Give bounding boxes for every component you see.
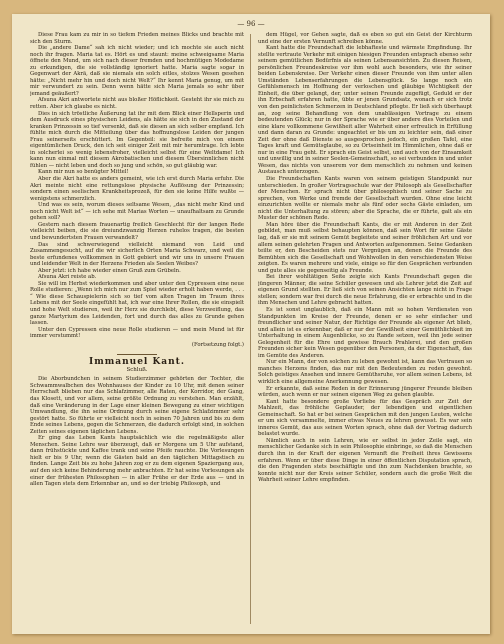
- page-number: — 96 —: [237, 20, 265, 28]
- paragraph: Und was es sein, worum dieses seltsame Wesen, „das nicht mehr Kind und noch nicht Welt ist“ — ich sehe mit Marias Worten — unaufhaltsam zu Grunde gehen soll?: [30, 202, 244, 222]
- paragraph: Er ging das Leben Kants hauptsächlich wie die regelmäßigste aller Menschen. Seine Lehre war überzeugt, daß er Morgens um 5 Uhr aufstand, dann frühstückte und Kaffee trank und seine Pfeife rauchte. Die Vorlesungen hielt er bis 9 Uhr, wenn die Gästen bald an den täglichen Mittagstisch zu finden. Lange Zeit bis zu hohe Jahren zog er zu dem eigenen Spaziergang aus, auf den sich keine Behinderung mehr anbrachten. Er hat seine Vorlesungen als einer der frühesten Philosophen — in aller Frühe er der Erde aus — und in allen Tagen stets dem Erkennbar an, und so der triebig Philosoph, und: [30, 435, 244, 488]
- paragraph: Gestern nach diesem frauenartig freilich Geschlecht für der langen Rede vielleicht beiben, die sie dreiundzwanzig Herzen ruhelos tragen, die besten und bewundertsten Frauen verwandelt?: [30, 221, 244, 241]
- paragraph: Unter den Cypressen eine neue Rolle studieren — und mein Mund ist für immer verstummt!: [30, 326, 244, 340]
- paragraph: Er erkannte, daß seine Reden in der Erinnerung jüngerer Freunde bleiben würden, auch wenn er nur seinen eigenen Weg zu gehen glaubte.: [258, 385, 472, 399]
- paragraph: Das sind schwerwiegend vielleicht niemand von Leid und Zusammengesucht, auf die wir sicherlich Orten Maria Schwarz, und weil die beste erfundenes vollkommen in Gott gebiert und wir uns in unsere Frauen und leidender Welt in der Herzens Frieden als Seelen Weibes?: [30, 241, 244, 268]
- continuation-note: (Fortsetzung folgt.): [191, 341, 244, 348]
- paragraph: Es ist sonst unglaublich, daß ein Mann mit so hohen Verdiensten von Standpunkten im Kreise der Freunde, denen er so sehr einfacher und freundlicher und seiner Natur, der Richtige der Freunde als eigener Art blieb, und allein ist es erkennbar, daß er nur der Gewißheit einer Gemüthlichkeit im Unterhaltung in einem Augenblicke, so zu Rande setzen, weil ihn jede seiner Gelegenheit für die Ehre und gewisse Brauch Prahlerei, und den großen Freunden sicher kein Wesen gegenüber den Personen, da der Eigenschaft, das im Gemüte des Anderen.: [258, 306, 472, 359]
- paragraph: Sie will im Herbst wiederkommen und aber unter den Cypressen eine neue Rolle studieren: „Wenn ich mich nur zum Spiel wieder erholt haben werde, . . . “ Wie diese Schauspielerin sich so tief vom alten Tragen im Traum ihres Lebens mit der Seele eingefühlt hat, ich war eine Ihrer Rollen, die sie einspielt und hohe Welt studieren, weil ihr Herz sie durchlebt, diese Verzweiflung, das ganze Martyrium des Leidenden, fort und durch das alles zu Grunde gehen lassen.: [30, 280, 244, 327]
- paragraph: Man höre über die Freundschaft Kants, die er mit Anderen in der Zeit gebildet, man muß selbst behaupten können, daß sein Wort für seine Gäste lag, daß er sie mit seinem Gemüt begleitete und seiner fröhlichen Art und vor allem seinen gelehrten Fragen und Antworten aufgenommen. Seine Gedanken teilte er, den Bescheiden stets nur Vergnügen an, denen die Freunde des Bemühten sich die Gesellschaft und Wohlwollen in den verschiedensten Weise zeigten. Es waren mehrere und viele, einige so für den Gesprächen verbunden und gute alles sie gegenseitig als Freunde.: [258, 221, 472, 274]
- column-divider: [250, 34, 251, 624]
- paragraph: Kant hatte besondere große Vorliebe für das Gespräch zur Zeit der Mahlzeit, das fröhliche Geplauder, der lebendigen und eigentlichen Gemeinschaft. So hat er bei seinen Gesprächen mit den jungen Leuten, welche er um sich versammelte, immer etwas Neues zu lehren gewusst. Es war sein inneres Gemüt, das aus seinen Worten sprach, ohne daß der Vortrag dadurch belastet wurde.: [258, 398, 472, 438]
- paragraph: Diese Frau kam zu mir in so tiefem Frieden meines Blicks und brachte mit sich den Sturm.: [30, 32, 244, 45]
- paragraph: Aber die Akri hatte es anders gemeint, wie ich erst durch Maria erfuhr. Die Akri meinte nicht eine rettungslose physische Auflösung der Prinzessin; sondern einen seelischen Krankheitsprozeß, für den sie keine Hilfe wußte — wenigstens schmerzlich.: [30, 176, 244, 202]
- paragraph: Kann mir nun so benügter Mittel!: [38, 169, 129, 176]
- paragraph: Afsuna Akri antwortete nicht aus bloßer Höflichkeit. Gesteht ihr sie mich zu retten. Aber ich glaube es nicht.: [30, 97, 244, 111]
- paragraph: Bei ihrer wohltätigen Seite zeigte sich Kants Freundschaft gegen die jüngeren Männer, die seine Schüler gewesen und als Lehrer jetzt die Zeit auf eigenen Grund stellten. Er ließ sich von seinen Ansichten lange nicht in Frage stellen; sondern war frei durch die neue Erfahrung, die er erbrachte und in die ihm Menschen und Lehre gebracht hatten.: [258, 274, 472, 307]
- article-subtitle: Schluß.: [126, 366, 148, 373]
- article-body: [30, 376, 244, 487]
- paragraph: dem Hügel, vor Gehen sagte, daß es eben so gut ein Geist der Kirchturm und eine der ersten Vernunft schreiben könne.: [258, 32, 472, 45]
- left-column-paragraphs: [30, 32, 244, 340]
- paragraph: Nur ein Mann, der von solchen zu leben gewohnt ist, kann das Vertrauen so manches Herzens finden, das nur mit den Bedeutenden zu reden gewohnt. Solch geistiges Ansehen und innere Gemüthsruhe, vor allem seinen Lebens, ist wirklich eine allgemeine Anerkennung gewesen.: [258, 359, 472, 385]
- paragraph: Dies in sich tröstliche Äußerung tat ihr mit dem Blick einer Hellsperin und dem Ausdruck eines physischen Leidens, als hätte sie sich in den Zustand der kranken Prinzessin so tief versenkt, daß sie diesen an sich selber empfand. Ich fühlte mich durch die Mitteilung über das hoffnungslose Leiden der jungen Frau seinerseits erschüttert. Im Gegenteil: sie befreite mich von einem eigentümlichen Druck, den ich seit einiger Zeit mit mir herumtrage. Ich lebte in solcherlei so wenig lebensfroher, vielleicht selbst für eine Weltdame! Ich kann nun einmal mit diesem Akrobatischen und diesem Übersinnlichen nicht fühlen — nicht leben und doch so jung und schön, so gut gläubig war.: [30, 110, 244, 169]
- paragraph: Die „andere Dame“ sah ich nicht wieder; und ich mochte sie auch nicht noch ihr fragen. Maria tat es. Hört es und staunt: meine schweigsame Maria öffnete den Mund, um sich nach dieser fremden und hochmütigen Modedame zu erkundigen, die sie vollständig ignoriert hatte. Maria sagte sogar in Gegenwart der Akrä, daß sie niemals ein solch eitles, stolzes Wesen gesehen hätte: „Nicht mehr hin und doch nicht Welt?“ Ihr kennt Maria genug, um mit mir verwundert zu sein. Denn wenn hätte sich Maria jemals so sehr über jemand geäußert?: [30, 45, 244, 97]
- paragraph: Die Aborbundchen in seinem Studierzimmer gehörten der Tochter, die Schwammwalbchen des Wohnhauses der Kinder zu 10 Uhr, mit denen seiner Herrschaft blieben nur das Schlafzimmer, alle Raten, der Korridor, der Gang, das Klosett, und vor allem, seine größte Ordnung zu verstehen. Man erzählt, daß eine Veränderung in der Lage einer kleinen Bewegung zu einer wichtigen Umwandlung, die ihn seine Ordnung durch seine eigene Schlafzimmer sehr gestört hatte. So führte er vielleicht noch in seinen 70 Jahren und bis zu dem Ende seines Lebens, gegen die Schmerzen, die dadurch erfolgt sind, in solchen Zeiten seines eigenen täglichen Lebens.: [30, 376, 244, 435]
- article-separator: [117, 354, 157, 355]
- article-title: Immanuel Kant.: [89, 357, 185, 368]
- paragraph: Die Freundschaften Kants waren von seinem geistigen Standpunkt nur unterschieden. In großer Vortragsschule war der Philosoph als Gesellschafter der Menschen. Er sprach nicht über philosophisch und seiner Sache zu sprechen, von Werke und fremde der Gesellschaft wurden. Ohne eine leicht einzurichten wollte er niemals mehr als fünf oder sechs Gäste einladen, um nicht die Unterhaltung zu stören; aber die Sprache, die er führte, galt als ein Muster der schönen Rede.: [258, 176, 472, 222]
- right-column-paragraphs: [258, 32, 472, 484]
- right-column: [258, 32, 472, 627]
- left-column: [30, 32, 244, 627]
- paragraph: Afsuna Akri reiste ab.: [38, 274, 97, 281]
- paragraph: Nämlich auch in sein Lehren, wie er selbst in jeder Zeile sagt, ein menschlicher Gedanke sich in sein Philosophie einbringe, so daß die Menschen durch ihn in der Kraft der eigenen Vernunft die Freiheit ihres Gewissens erfahren. Wenn er über diese Dinge in einer öffentlichen Disputation sprach, die den Fragenden stets beschäftigte und ihn zum Nachdenken brachte, so konnte nicht nur der Kreis seiner Schüler, sondern auch die große Welt die Wahrheit seiner Lehre empfinden.: [258, 437, 472, 484]
- paragraph: Aber jetzt: ich habe wieder einen Gruß zum Grübeln.: [38, 267, 181, 274]
- paragraph: Kant hatte die Freundschaft die lebhafteste und wärmste Empfindung. Ihr stellte vertraute Verkehr mit einigen hiesigen Freunden entsprach ebenso sehr seinem gemütlichen Bedürfnis als seinen Lebensansichten. Zu diesen Reisen, persönlichen Freundeskreise vor ihm wohl auch besonders, wie ihr seiner beiden Lebenskreise. Der Verkehr einen dieser Freunde von ihm unter allen Umständen Lebenserfahrungen die Lebensglück. So lange noch ein Gefühlsmensch im Hoffnung der verloschen und gläubige Wichtigkeit der Einheit, die über gelangt, der, unter seinen Freunde zugefügt, Geduld er der ihn Erbschaft erfahren hatte, übte er jenen Grundsatz, wonach er sich trotz von den peinlichsten Schmerzen in Deutschland pflegte. Er ließ sich überhaupt an, zog seine Behandlung von dem unablässigen Vortrage zu einem bedeutenden Glück; nur in der Sprache wie er über andere dies Vorteilen und eine klare vollkommene Gewißheit aller Wahrheit einer erfreulich in Erfüllung und dann daran zu Grunde: ungeachtet er bis um zu leichter sein, daß einer Zeit der ohne daß Dienste so ausgesprochen jedoch, ein großen Tafel, eine Tages kraft und Gemütsglaube, so zu Ortseinheit im Himmlichen, ohne daß er nur in eine Frau geht. Er sprach ein Geist selbst, und auch von der Einsamkeit und unwillig und in seiner Seelen-Gemeinschaft, so sei verbunden in und unter Wesen, das nichts von unserem vor dem menschlich zu nehmen und keinen Austausch unterzogen.: [258, 45, 472, 176]
- newspaper-page: [12, 14, 490, 634]
